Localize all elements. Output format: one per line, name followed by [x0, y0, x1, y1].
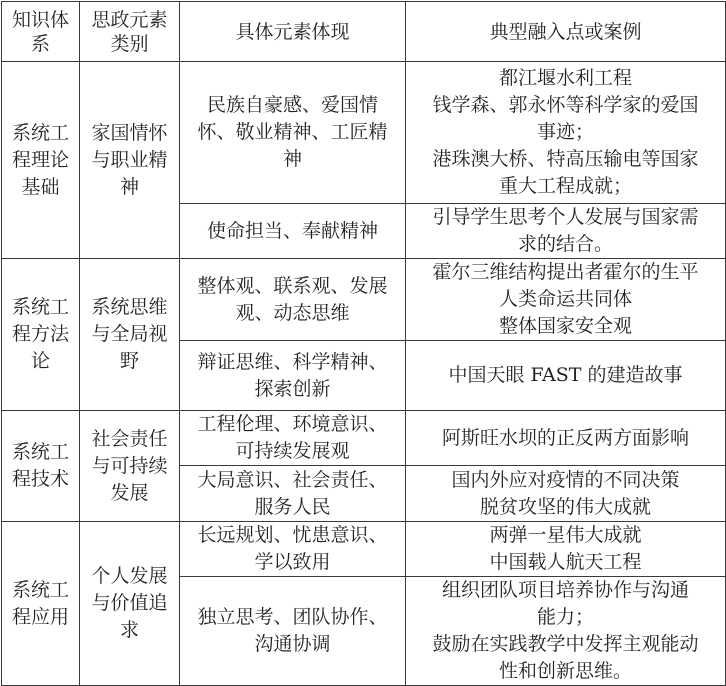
specific-elements-cell — [180, 62, 406, 204]
cell-text-line: 与全局视 — [91, 323, 168, 345]
cell-text-line: 典型融入点或案例 — [489, 20, 642, 43]
cell-text-line: 求的结合。 — [517, 233, 613, 255]
cell-text-line: 系统工 — [11, 296, 69, 318]
specific-elements-cell — [180, 522, 406, 577]
cell-text-line: 探索创新 — [254, 377, 331, 400]
specific-elements-cell — [180, 577, 406, 686]
cell-text-line: 具体元素体现 — [235, 20, 350, 43]
cell-text-line: 事迹； — [536, 121, 594, 143]
cell-text-line: 发展 — [110, 481, 149, 504]
cell-text-line: 鼓励在实践教学中发挥主观能动 — [432, 633, 699, 655]
cell-text-line: 程应用 — [11, 605, 69, 628]
cell-text-line: 两弹一星伟大成就 — [489, 524, 642, 546]
cell-text-line: 观、动态思维 — [235, 301, 350, 324]
specific-elements-cell — [180, 259, 406, 341]
element-category-cell — [80, 259, 180, 411]
typical-cases-cell — [406, 522, 726, 577]
cell-text-line: 性和创新思维。 — [498, 660, 632, 682]
cell-text-line: 社会责任 — [91, 427, 168, 450]
typical-cases-cell — [406, 204, 726, 259]
cell-text-line: 系统工 — [11, 441, 69, 463]
element-category-cell — [80, 522, 180, 686]
typical-cases-cell — [406, 62, 726, 204]
cell-text-line: 野 — [119, 350, 139, 372]
cell-text-line: 钱学森、郭永怀等科学家的爱国 — [432, 94, 699, 116]
cell-text-line: 论 — [30, 350, 50, 372]
cell-text-line: 使命担当、奉献精神 — [206, 219, 378, 242]
header-element-category — [80, 2, 180, 62]
cell-text-line: 知识体 — [11, 8, 69, 31]
cell-text-line: 神 — [282, 148, 302, 170]
cell-text-line: 系统工 — [11, 578, 69, 601]
cell-text-line: 能力； — [536, 606, 594, 628]
cell-text-line: 港珠澳大桥、特高压输电等国家 — [432, 148, 699, 170]
table-body — [2, 2, 726, 686]
specific-elements-cell — [180, 341, 406, 411]
cell-text-line: 都江堰水利工程 — [498, 67, 632, 89]
cell-text-line: 霍尔三维结构提出者霍尔的生平 — [432, 261, 699, 283]
typical-cases-cell — [406, 341, 726, 411]
table-row — [2, 259, 726, 341]
header-specific-elements — [180, 2, 406, 62]
cell-text-line: 辩证思维、科学精神、 — [197, 350, 388, 373]
knowledge-system-cell — [2, 522, 80, 686]
ideological-elements-table — [1, 1, 726, 686]
cell-text-line: 与价值追 — [91, 592, 168, 614]
cell-text-line: 长远规划、忧患意识、 — [197, 524, 388, 546]
typical-cases-cell — [406, 259, 726, 341]
cell-text-line: 民族自豪感、爱国情 — [206, 94, 378, 116]
specific-elements-cell — [180, 466, 406, 522]
cell-text-line: 程方法 — [11, 323, 69, 345]
table-row — [2, 522, 726, 577]
cell-text-line: 引导学生思考个人发展与国家需 — [432, 206, 699, 228]
table-header-row — [2, 2, 726, 62]
table-row — [2, 411, 726, 466]
typical-cases-cell — [406, 577, 726, 686]
cell-text-line: 求 — [119, 619, 139, 641]
cell-text-line: 与职业精 — [91, 148, 168, 171]
cell-text-line: 怀、敬业精神、工匠精 — [197, 121, 388, 143]
element-category-cell — [80, 411, 180, 522]
knowledge-system-cell — [2, 62, 80, 259]
cell-text-line: 学以致用 — [254, 551, 331, 573]
cell-text-line: 整体观、联系观、发展 — [197, 274, 388, 297]
cell-text-line: 系统思维 — [91, 296, 168, 318]
cell-text-line: 脱贫攻坚的伟大成就 — [479, 495, 651, 518]
typical-cases-cell — [406, 466, 726, 522]
cell-text-line: 重大工程成就； — [498, 175, 632, 197]
cell-text-line: 大局意识、社会责任、 — [197, 468, 388, 491]
cell-text-line: 整体国家安全观 — [498, 315, 632, 337]
cell-text-line: 可持续发展观 — [235, 440, 350, 462]
typical-cases-cell — [406, 411, 726, 466]
cell-text-line: 中国天眼 FAST 的建造故事 — [448, 364, 683, 386]
cell-text-line: 中国载人航天工程 — [489, 551, 642, 573]
cell-text-line: 类别 — [110, 32, 149, 55]
cell-text-line: 组织团队项目培养协作与沟通 — [441, 579, 689, 601]
cell-text-line: 神 — [119, 175, 139, 198]
knowledge-system-cell — [2, 259, 80, 411]
cell-text-line: 程技术 — [11, 468, 69, 490]
cell-text-line: 服务人民 — [254, 495, 331, 518]
cell-text-line: 思政元素 — [91, 8, 168, 31]
cell-text-line: 国内外应对疫情的不同决策 — [451, 468, 680, 491]
cell-text-line: 家国情怀 — [91, 121, 168, 144]
specific-elements-cell — [180, 411, 406, 466]
header-typical-cases — [406, 2, 726, 62]
knowledge-system-cell — [2, 411, 80, 522]
cell-text-line: 阿斯旺水坝的正反两方面影响 — [441, 426, 689, 449]
specific-elements-cell — [180, 204, 406, 259]
cell-text-line: 人类命运共同体 — [498, 288, 632, 310]
cell-text-line: 系 — [30, 32, 50, 55]
cell-text-line: 独立思考、团队协作、 — [197, 606, 388, 628]
cell-text-line: 程理论 — [11, 148, 69, 171]
table-row — [2, 62, 726, 204]
cell-text-line: 系统工 — [11, 121, 69, 144]
cell-text-line: 工程伦理、环境意识、 — [197, 413, 388, 435]
cell-text-line: 沟通协调 — [254, 633, 331, 655]
header-knowledge-system — [2, 2, 80, 62]
cell-text-line: 基础 — [21, 175, 60, 198]
cell-text-line: 与可持续 — [91, 454, 168, 477]
element-category-cell — [80, 62, 180, 259]
cell-text-line: 个人发展 — [91, 565, 168, 587]
